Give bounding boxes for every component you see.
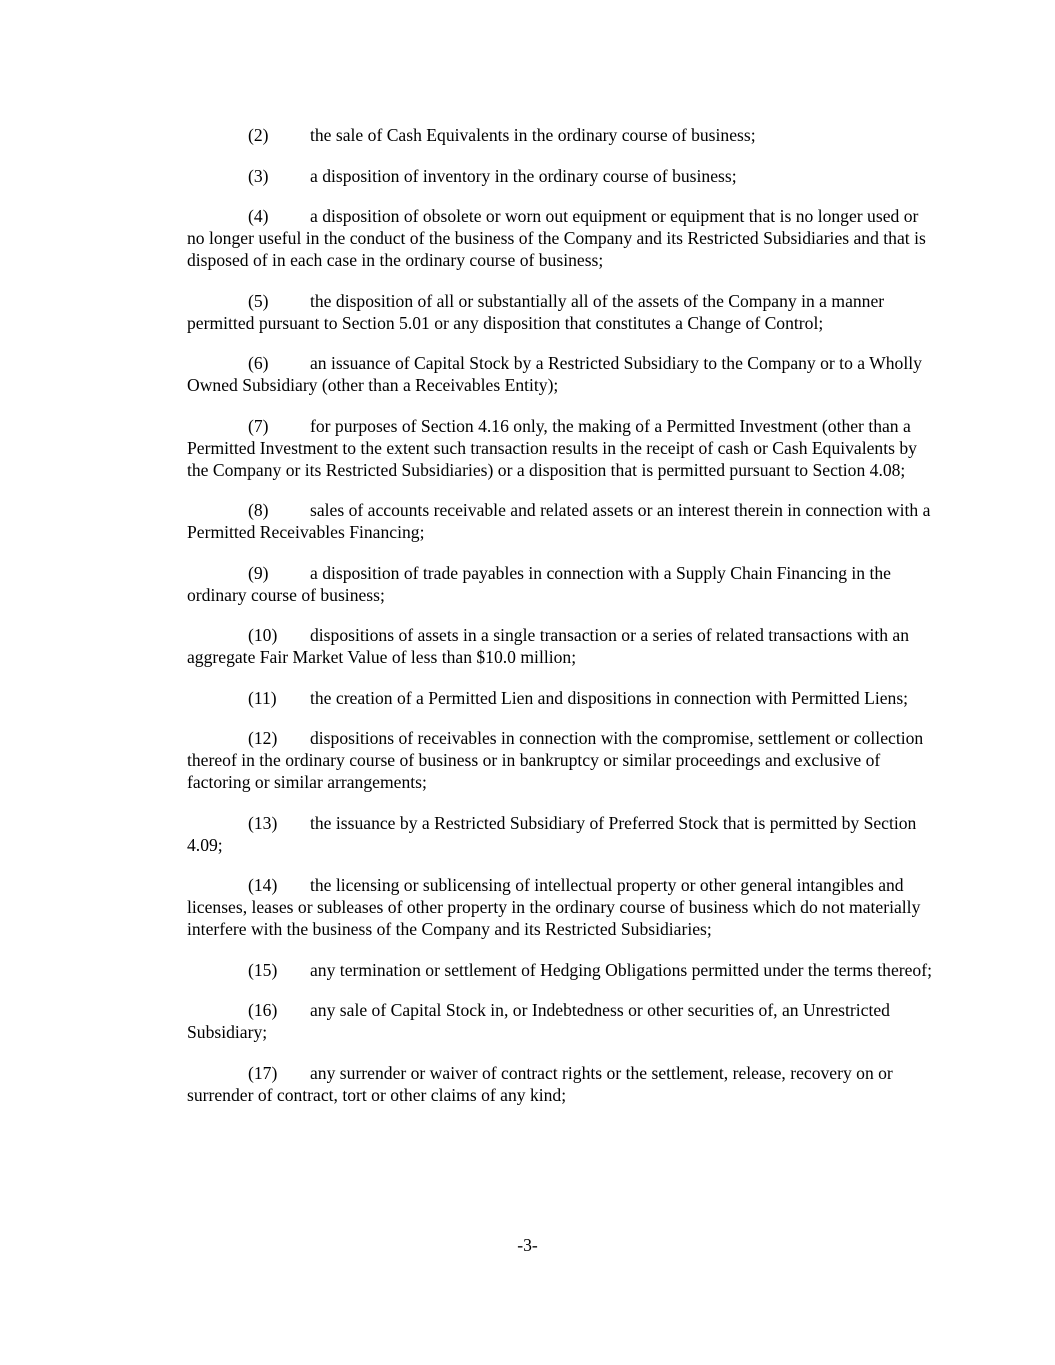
list-item (187, 999, 932, 1043)
item-text: sales of accounts receivable and related assets or an interest therein in connection with a Permitted Receivables Financing; (187, 500, 931, 542)
list-item (187, 352, 932, 396)
item-text: the disposition of all or substantially all of the assets of the Company in a manner permitted pursuant to Section 5.01 or any disposition that constitutes a Change of Control; (187, 290, 885, 333)
item-number: (6) (248, 353, 269, 373)
item-number: (9) (248, 562, 269, 583)
list-item (187, 205, 932, 271)
item-text: any surrender or waiver of contract rights or the settlement, release, recovery on or surrender of contract, tort or other claims of any kind; (187, 1062, 893, 1105)
list-item (187, 624, 932, 668)
item-number: (3) (248, 165, 269, 186)
item-text: an issuance of Capital Stock by a Restricted Subsidiary to the Company or to a Wholly Owned Subsidiary (other than a Receivables Entity); (187, 353, 922, 395)
page-number: -3- (517, 1235, 538, 1255)
list-item (187, 415, 932, 481)
item-text: the issuance by a Restricted Subsidiary of Preferred Stock that is permitted by Section 4.09; (187, 812, 917, 855)
item-text: a disposition of obsolete or worn out equipment or equipment that is no longer used or no longer useful in the conduct of the business of the Company and its Restricted Subsidiaries and that is disposed of in each case in the ordinary course of business; (187, 206, 926, 270)
list-item (187, 1062, 932, 1106)
list-item (187, 687, 932, 709)
item-text: for purposes of Section 4.16 only, the making of a Permitted Investment (other than a Permitted Investment to the extent such transaction results in the receipt of cash or Cash Equivalents by the Company or its Restricted Subsidiaries) or a disposition that is permitted pursuant to Section 4.08; (187, 415, 917, 480)
list-item (187, 727, 932, 793)
list-item (187, 959, 932, 981)
item-number: (5) (248, 290, 269, 311)
list-item (187, 290, 932, 334)
item-text: dispositions of receivables in connection with the compromise, settlement or collection thereof in the ordinary course of business or in bankruptcy or similar proceedings and exclusive of factoring or similar arrangements; (187, 728, 924, 792)
item-number: (16) (248, 1000, 278, 1020)
item-number: (14) (248, 875, 278, 895)
item-text: the sale of Cash Equivalents in the ordinary course of business; (310, 125, 756, 145)
item-number: (10) (248, 625, 278, 645)
item-text: a disposition of inventory in the ordinary course of business; (310, 165, 737, 186)
list-item (187, 499, 932, 543)
item-text: a disposition of trade payables in connection with a Supply Chain Financing in the ordinary course of business; (187, 562, 891, 605)
item-number: (11) (248, 687, 277, 708)
document-body (187, 124, 932, 1124)
item-text: any sale of Capital Stock in, or Indebtedness or other securities of, an Unrestricted Subsidiary; (187, 1000, 890, 1042)
item-number: (13) (248, 812, 278, 833)
item-text: dispositions of assets in a single transaction or a series of related transactions with an aggregate Fair Market Value of less than $10.0 million; (187, 625, 910, 667)
item-number: (8) (248, 500, 269, 520)
item-number: (12) (248, 728, 278, 748)
list-item (187, 812, 932, 856)
item-text: any termination or settlement of Hedging Obligations permitted under the terms thereof; (310, 959, 932, 980)
item-number: (2) (248, 125, 269, 145)
item-number: (7) (248, 415, 269, 436)
list-item (187, 165, 932, 187)
list-item (187, 124, 932, 146)
item-number: (4) (248, 206, 269, 226)
item-number: (15) (248, 959, 278, 980)
item-text: the licensing or sublicensing of intellectual property or other general intangibles and licenses, leases or subleases of other property in the ordinary course of business which do not materially interfere with the business of the Company and its Restricted Subsidiaries; (187, 875, 921, 939)
list-item (187, 562, 932, 606)
list-item (187, 874, 932, 940)
item-text: the creation of a Permitted Lien and dispositions in connection with Permitted Liens; (310, 687, 909, 708)
item-number: (17) (248, 1062, 278, 1083)
